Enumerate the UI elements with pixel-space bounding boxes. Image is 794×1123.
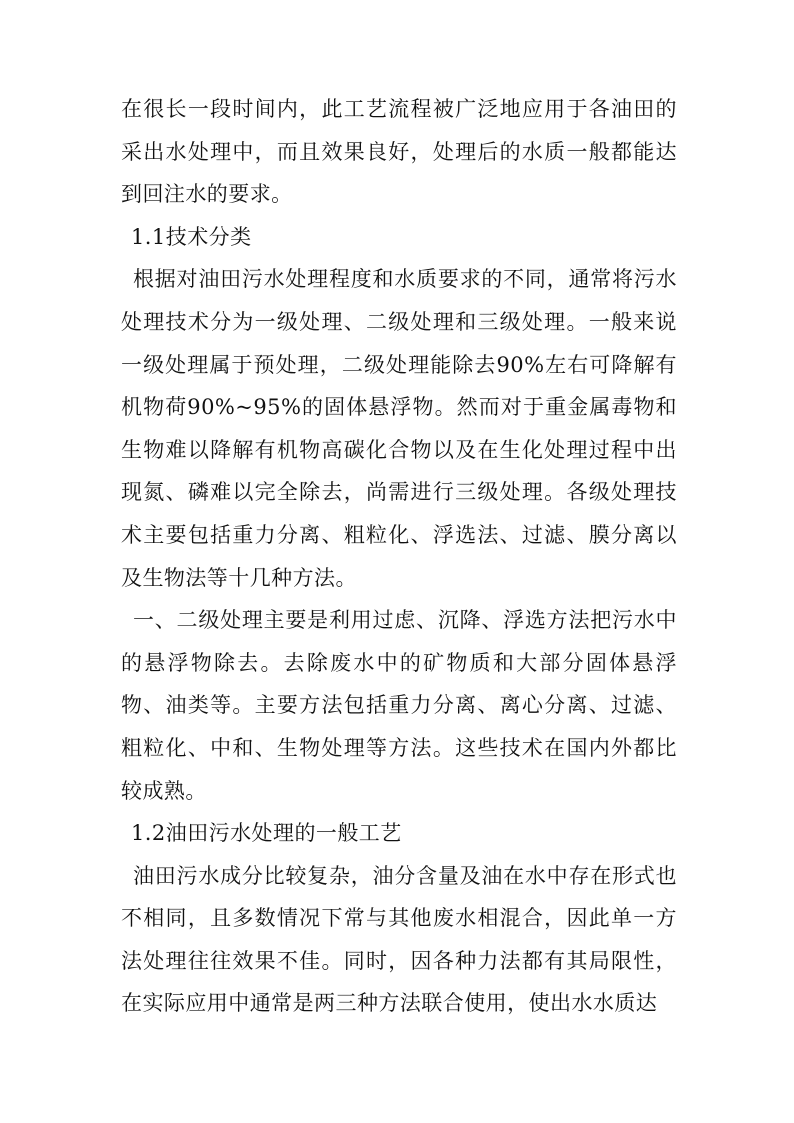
- section-heading-general-process: 1.2油田污水处理的一般工艺: [131, 821, 402, 846]
- body-paragraph-classification: 根据对油田污水处理程度和水质要求的不同，通常将污水处理技术分为一级处理、二级处理和三级处理。一般来说一级处理属于预处理，二级处理能除去90%左右可降解有机物荷90%~95%的固体悬浮物。然而对于重金属毒物和生物难以降解有机物高碳化合物以及在生化处理过程中出现氮、磷难以完全除去，尚需进行三级处理。各级处理技术主要包括重力分离、粗粒化、浮选法、过滤、膜分离以及生物法等十几种方法。: [121, 267, 677, 590]
- section-heading-technical-classification: 1.1技术分类: [131, 224, 252, 249]
- document-body: [121, 88, 677, 1025]
- body-paragraph-general-process: 油田污水成分比较复杂，油分含量及油在水中存在形式也不相同，且多数情况下常与其他废水相混合，因此单一方法处理往往效果不佳。同时，因各种力法都有其局限性，在实际应用中通常是两三种方法联合使用，使出水水质达: [121, 863, 677, 1016]
- body-paragraph-primary-secondary-treatment: 一、二级处理主要是利用过虑、沉降、浮选方法把污水中的悬浮物除去。去除废水中的矿物质和大部分固体悬浮物、油类等。主要方法包括重力分离、离心分离、过滤、粗粒化、中和、生物处理等方法。这些技术在国内外都比较成熟。: [121, 608, 677, 803]
- body-paragraph-intro: 在很长一段时间内，此工艺流程被广泛地应用于各油田的采出水处理中，而且效果良好，处理后的水质一般都能达到回注水的要求。: [121, 97, 677, 207]
